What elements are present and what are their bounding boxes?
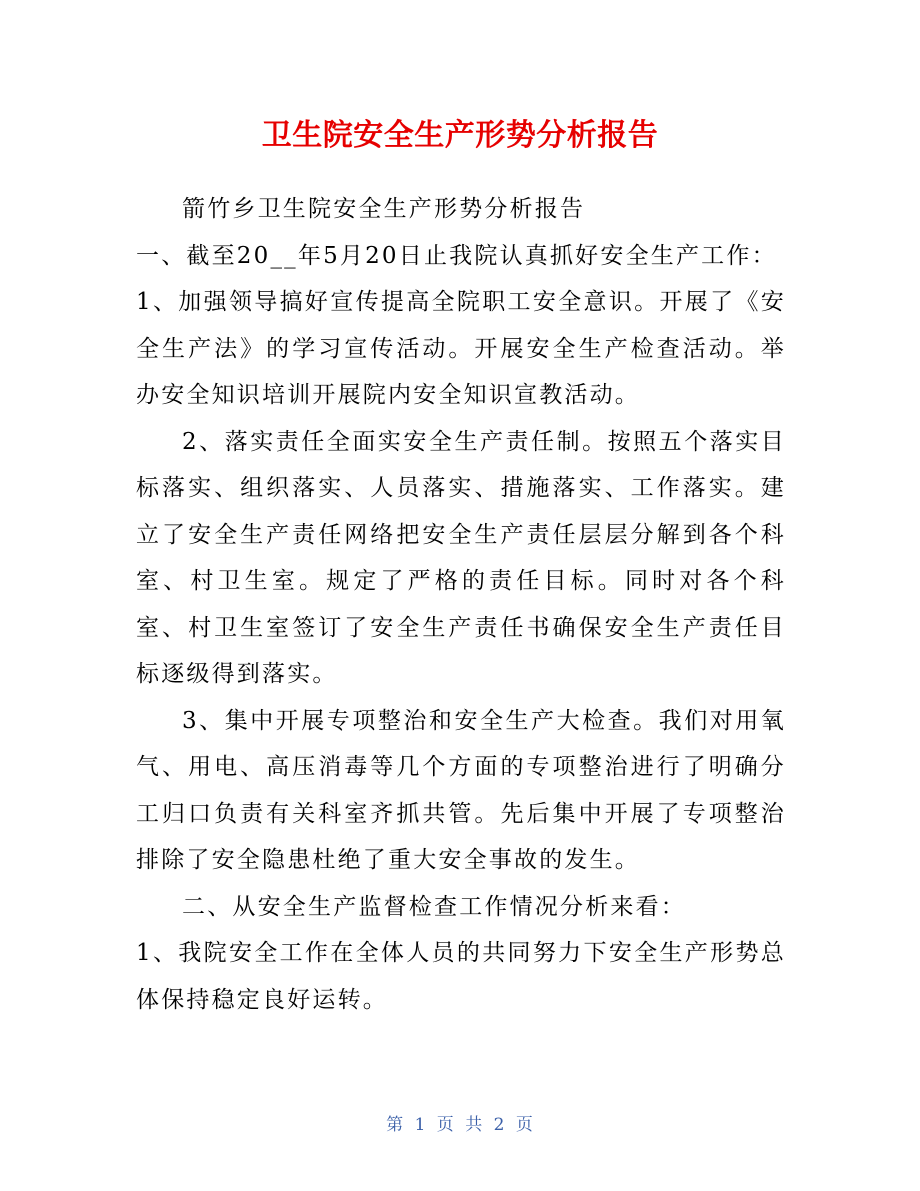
paragraph-section-one-heading: 一、截至20__年5月20日止我院认真抓好安全生产工作：: [136, 242, 777, 269]
paragraph-subtitle: 箭竹乡卫生院安全生产形势分析报告: [182, 196, 586, 222]
paragraph-section-two-item-1: 1、我院安全工作在全体人员的共同努力下安全生产形势总体保持稳定良好运转。: [136, 940, 786, 1013]
paragraph-item-1: 1、加强领导搞好宣传提高全院职工安全意识。开展了《安全生产法》的学习宣传活动。开展安全生产检查活动。举办安全知识培训开展院内安全知识宣教活动。: [136, 289, 786, 408]
page-number-footer: 第 1 页 共 2 页: [386, 1115, 534, 1135]
document-body: [136, 186, 786, 1023]
paragraph-item-3: 3、集中开展专项整治和安全生产大检查。我们对用氧气、用电、高压消毒等几个方面的专项整治进行了明确分工归口负责有关科室齐抓共管。先后集中开展了专项整治排除了安全隐患杜绝了重大安全事故的发生。: [136, 707, 786, 873]
paragraph-item-2: 2、落实责任全面实安全生产责任制。按照五个落实目标落实、组织落实、人员落实、措施落实、工作落实。建立了安全生产责任网络把安全生产责任层层分解到各个科室、村卫生室。规定了严格的责任目标。同时对各个科室、村卫生室签订了安全生产责任书确保安全生产责任目标逐级得到落实。: [136, 428, 786, 687]
document-title: 卫生院安全生产形势分析报告: [261, 118, 659, 153]
paragraph-section-two-heading: 二、从安全生产监督检查工作情况分析来看：: [182, 893, 686, 920]
